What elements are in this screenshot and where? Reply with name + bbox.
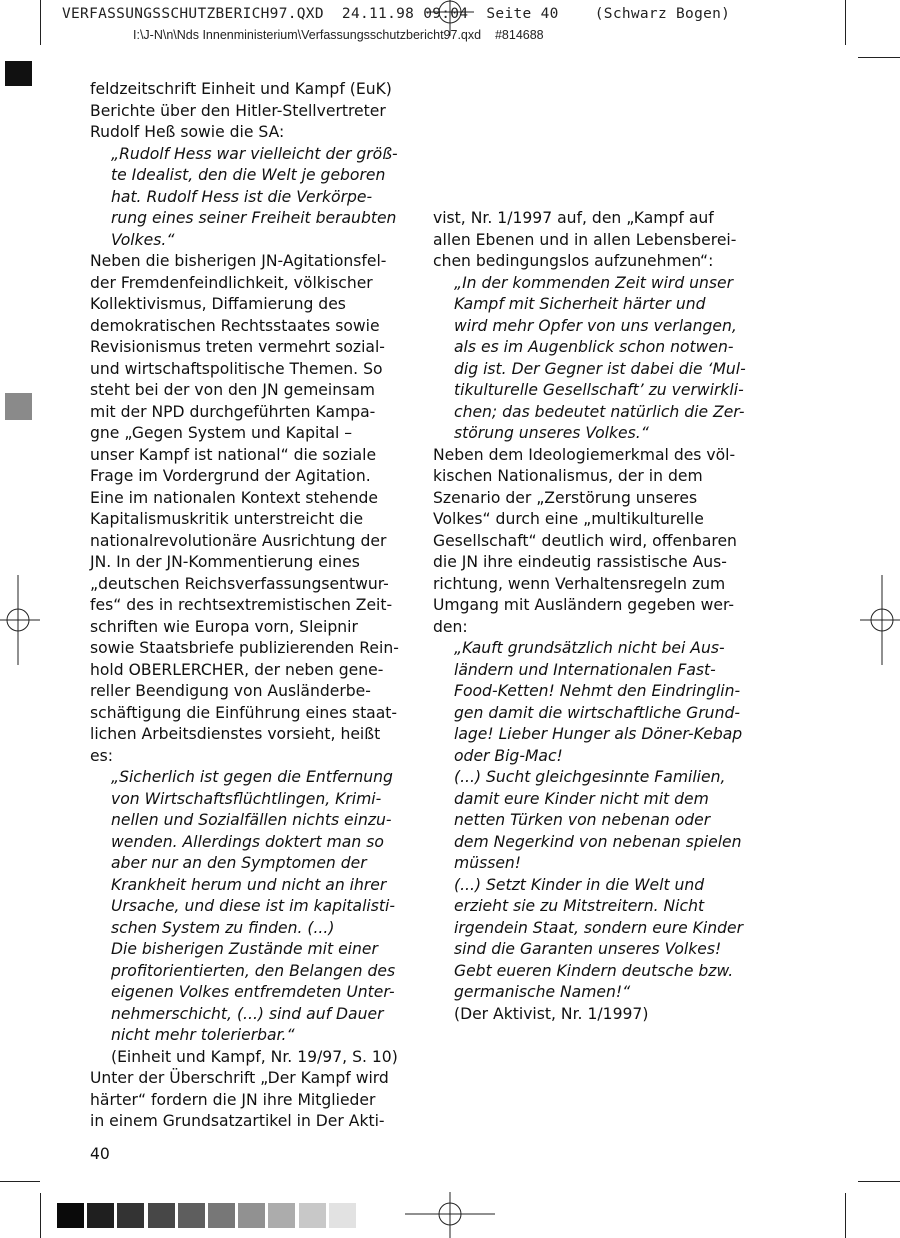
quote-line: schen System zu finden. (...) bbox=[111, 918, 335, 937]
body-text-line: Kollektivismus, Diffamierung des bbox=[90, 295, 346, 313]
quote-line: Krankheit herum und nicht an ihrer bbox=[111, 875, 387, 894]
black-margin-marker bbox=[5, 61, 32, 86]
body-text-line: den: bbox=[433, 617, 468, 636]
body-text-line: fes“ des in rechtsextremistischen Zeit- bbox=[90, 596, 393, 614]
gray-scale-swatch bbox=[299, 1203, 326, 1228]
body-text-line: Kapitalismuskritik unterstreicht die bbox=[90, 510, 364, 528]
quote-line: profitorientierten, den Belangen des bbox=[111, 961, 396, 980]
body-text-line: schriften wie Europa vorn, Sleipnir bbox=[90, 617, 358, 636]
body-text-line: Gesellschaft“ deutlich wird, offenbaren bbox=[433, 531, 737, 550]
body-text-line: härter“ fordern die JN ihre Mitglieder bbox=[90, 1090, 376, 1109]
registration-mark-right-icon bbox=[858, 575, 900, 665]
quote-line: Volkes.“ bbox=[111, 230, 175, 249]
file-slug-line: VERFASSUNGSSCHUTZBERICH97.QXD 24.11.98 09:04 Seite 40 (Schwarz Bogen) bbox=[62, 6, 731, 22]
quote-line: gen damit die wirtschaftliche Grund- bbox=[454, 703, 740, 722]
body-text-line: richtung, wenn Verhaltensregeln zum bbox=[433, 574, 726, 593]
body-text-line: nationalrevolutionäre Ausrichtung der bbox=[90, 531, 387, 550]
quote-line: nehmerschicht, (...) sind auf Dauer bbox=[111, 1004, 384, 1023]
gray-scale-swatch bbox=[238, 1203, 265, 1228]
source-citation: (Einheit und Kampf, Nr. 19/97, S. 10) bbox=[111, 1047, 398, 1066]
file-path-line: I:\J-N\n\Nds Innenministerium\Verfassungsschutzbericht97.qxd #814688 bbox=[133, 28, 544, 42]
body-text-line: unser Kampf ist national“ die soziale bbox=[90, 445, 377, 464]
body-text-line: JN. In der JN-Kommentierung eines bbox=[90, 553, 360, 571]
gray-scale-swatch bbox=[57, 1203, 84, 1228]
body-text-line: schäftigung die Einführung eines staat- bbox=[90, 703, 398, 722]
body-text-line: Neben die bisherigen JN-Agitationsfel- bbox=[90, 252, 387, 270]
quote-line: Food-Ketten! Nehmt den Eindringlin- bbox=[454, 682, 741, 700]
crop-mark-bottom-left-vertical bbox=[40, 1193, 41, 1238]
gray-scale-swatch bbox=[329, 1203, 356, 1228]
crop-mark-top-right-horizontal bbox=[858, 57, 900, 58]
body-text-line: allen Ebenen und in allen Lebensberei- bbox=[433, 230, 737, 249]
gray-margin-marker bbox=[5, 393, 32, 420]
quote-line: Gebt eueren Kindern deutsche bzw. bbox=[454, 961, 734, 980]
quote-line: rung eines seiner Freiheit beraubten bbox=[111, 209, 397, 227]
gray-scale-swatch bbox=[87, 1203, 114, 1228]
body-text-line: kischen Nationalismus, der in dem bbox=[433, 467, 703, 485]
body-text-line: es: bbox=[90, 746, 113, 765]
body-text-line: feldzeitschrift Einheit und Kampf (EuK) bbox=[90, 80, 392, 98]
quote-line: oder Big-Mac! bbox=[454, 746, 563, 765]
quote-line: Ursache, und diese ist im kapitalisti- bbox=[111, 897, 395, 915]
registration-mark-bottom-icon bbox=[405, 1190, 495, 1238]
quote-line: damit eure Kinder nicht mit dem bbox=[454, 789, 709, 808]
quote-line: müssen! bbox=[454, 854, 522, 872]
body-text-line: Eine im nationalen Kontext stehende bbox=[90, 488, 379, 507]
body-text-line: vist, Nr. 1/1997 auf, den „Kampf auf bbox=[433, 209, 714, 227]
quote-line: wird mehr Opfer von uns verlangen, bbox=[454, 316, 737, 335]
page-number: 40 bbox=[90, 1145, 110, 1163]
body-text-line: Unter der Überschrift „Der Kampf wird bbox=[90, 1069, 389, 1087]
body-text-line: sowie Staatsbriefe publizierenden Rein- bbox=[90, 639, 399, 657]
quote-line: als es im Augenblick schon notwen- bbox=[454, 338, 734, 356]
right-text-column bbox=[433, 208, 753, 1025]
gray-scale-swatch bbox=[208, 1203, 235, 1228]
gray-scale-swatch bbox=[178, 1203, 205, 1228]
quote-line: „Rudolf Hess war vielleicht der größ- bbox=[111, 144, 398, 163]
quote-line: irgendein Staat, sondern eure Kinder bbox=[454, 918, 744, 937]
quote-line: sind die Garanten unseres Volkes! bbox=[454, 940, 722, 958]
quote-line: dig ist. Der Gegner ist dabei die ‘Mul- bbox=[454, 359, 746, 378]
body-text-line: lichen Arbeitsdienstes vorsieht, heißt bbox=[90, 725, 381, 743]
quote-line: dem Negerkind von nebenan spielen bbox=[454, 832, 742, 851]
quote-line: hat. Rudolf Hess ist die Verkörpe- bbox=[111, 187, 373, 206]
quote-line: Kampf mit Sicherheit härter und bbox=[454, 295, 706, 313]
quote-line: te Idealist, den die Welt je geboren bbox=[111, 166, 386, 184]
quote-line: nellen und Sozialfällen nichts einzu- bbox=[111, 811, 392, 829]
body-text-line: Neben dem Ideologiemerkmal des völ- bbox=[433, 445, 736, 464]
quote-line: Die bisherigen Zustände mit einer bbox=[111, 940, 378, 958]
crop-mark-top-right-vertical bbox=[845, 0, 846, 45]
quote-line: erzieht sie zu Mitstreitern. Nicht bbox=[454, 897, 705, 915]
quote-line: tikulturelle Gesellschaft’ zu verwirkli- bbox=[454, 381, 744, 399]
quote-line: (...) Setzt Kinder in die Welt und bbox=[454, 875, 705, 894]
left-text-column bbox=[90, 79, 408, 1133]
body-text-line: gne „Gegen System und Kapital – bbox=[90, 424, 353, 442]
body-text-line: der Fremdenfeindlichkeit, völkischer bbox=[90, 273, 373, 292]
body-text-line: „deutschen Reichsverfassungsentwur- bbox=[90, 574, 389, 593]
quote-line: germanische Namen!“ bbox=[454, 983, 631, 1001]
body-text-line: und wirtschaftspolitische Themen. So bbox=[90, 359, 383, 378]
quote-line: aber nur an den Symptomen der bbox=[111, 854, 367, 872]
quote-line: netten Türken von nebenan oder bbox=[454, 811, 711, 829]
quote-line: chen; das bedeutet natürlich die Zer- bbox=[454, 402, 745, 421]
body-text-line: steht bei der von den JN gemeinsam bbox=[90, 381, 375, 399]
gray-scale-swatch bbox=[117, 1203, 144, 1228]
crop-mark-bottom-right-vertical bbox=[845, 1193, 846, 1238]
crop-mark-bottom-right-horizontal bbox=[858, 1181, 900, 1182]
body-text-line: Revisionismus treten vermehrt sozial- bbox=[90, 338, 385, 356]
quote-line: eigenen Volkes entfremdeten Unter- bbox=[111, 983, 395, 1001]
body-text-line: Szenario der „Zerstörung unseres bbox=[433, 488, 698, 507]
registration-mark-left-icon bbox=[0, 575, 42, 665]
body-text-line: hold OBERLERCHER, der neben gene- bbox=[90, 660, 384, 679]
body-text-line: Frage im Vordergrund der Agitation. bbox=[90, 467, 371, 485]
crop-mark-bottom-left-horizontal bbox=[0, 1181, 40, 1182]
gray-scale-swatch bbox=[148, 1203, 175, 1228]
quote-line: „Sicherlich ist gegen die Entfernung bbox=[111, 768, 393, 786]
gray-scale-swatch bbox=[268, 1203, 295, 1228]
body-text-line: in einem Grundsatzartikel in Der Akti- bbox=[90, 1112, 385, 1130]
body-text-line: Volkes“ durch eine „multikulturelle bbox=[433, 510, 704, 528]
body-text-line: chen bedingungslos aufzunehmen“: bbox=[433, 252, 714, 270]
quote-line: ländern und Internationalen Fast- bbox=[454, 660, 716, 679]
body-text-line: mit der NPD durchgeführten Kampa- bbox=[90, 402, 376, 421]
quote-line: „Kauft grundsätzlich nicht bei Aus- bbox=[454, 639, 725, 657]
body-text-line: die JN ihre eindeutig rassistische Aus- bbox=[433, 553, 727, 571]
source-citation: (Der Aktivist, Nr. 1/1997) bbox=[454, 1004, 649, 1023]
quote-line: wenden. Allerdings doktert man so bbox=[111, 832, 384, 851]
body-text-line: Rudolf Heß sowie die SA: bbox=[90, 123, 285, 141]
registration-mark-top-icon bbox=[420, 0, 480, 40]
crop-mark-top-left-vertical bbox=[40, 0, 41, 45]
quote-line: „In der kommenden Zeit wird unser bbox=[454, 273, 734, 292]
quote-line: (...) Sucht gleichgesinnte Familien, bbox=[454, 768, 726, 786]
body-text-line: Berichte über den Hitler-Stellvertreter bbox=[90, 101, 386, 120]
body-text-line: Umgang mit Ausländern gegeben wer- bbox=[433, 596, 735, 614]
quote-line: lage! Lieber Hunger als Döner-Kebap bbox=[454, 725, 743, 743]
quote-line: von Wirtschaftsflüchtlingen, Krimi- bbox=[111, 789, 382, 808]
body-text-line: demokratischen Rechtsstaates sowie bbox=[90, 316, 380, 335]
quote-line: störung unseres Volkes.“ bbox=[454, 424, 649, 442]
quote-line: nicht mehr tolerierbar.“ bbox=[111, 1026, 295, 1044]
body-text-line: reller Beendigung von Ausländerbe- bbox=[90, 682, 371, 700]
